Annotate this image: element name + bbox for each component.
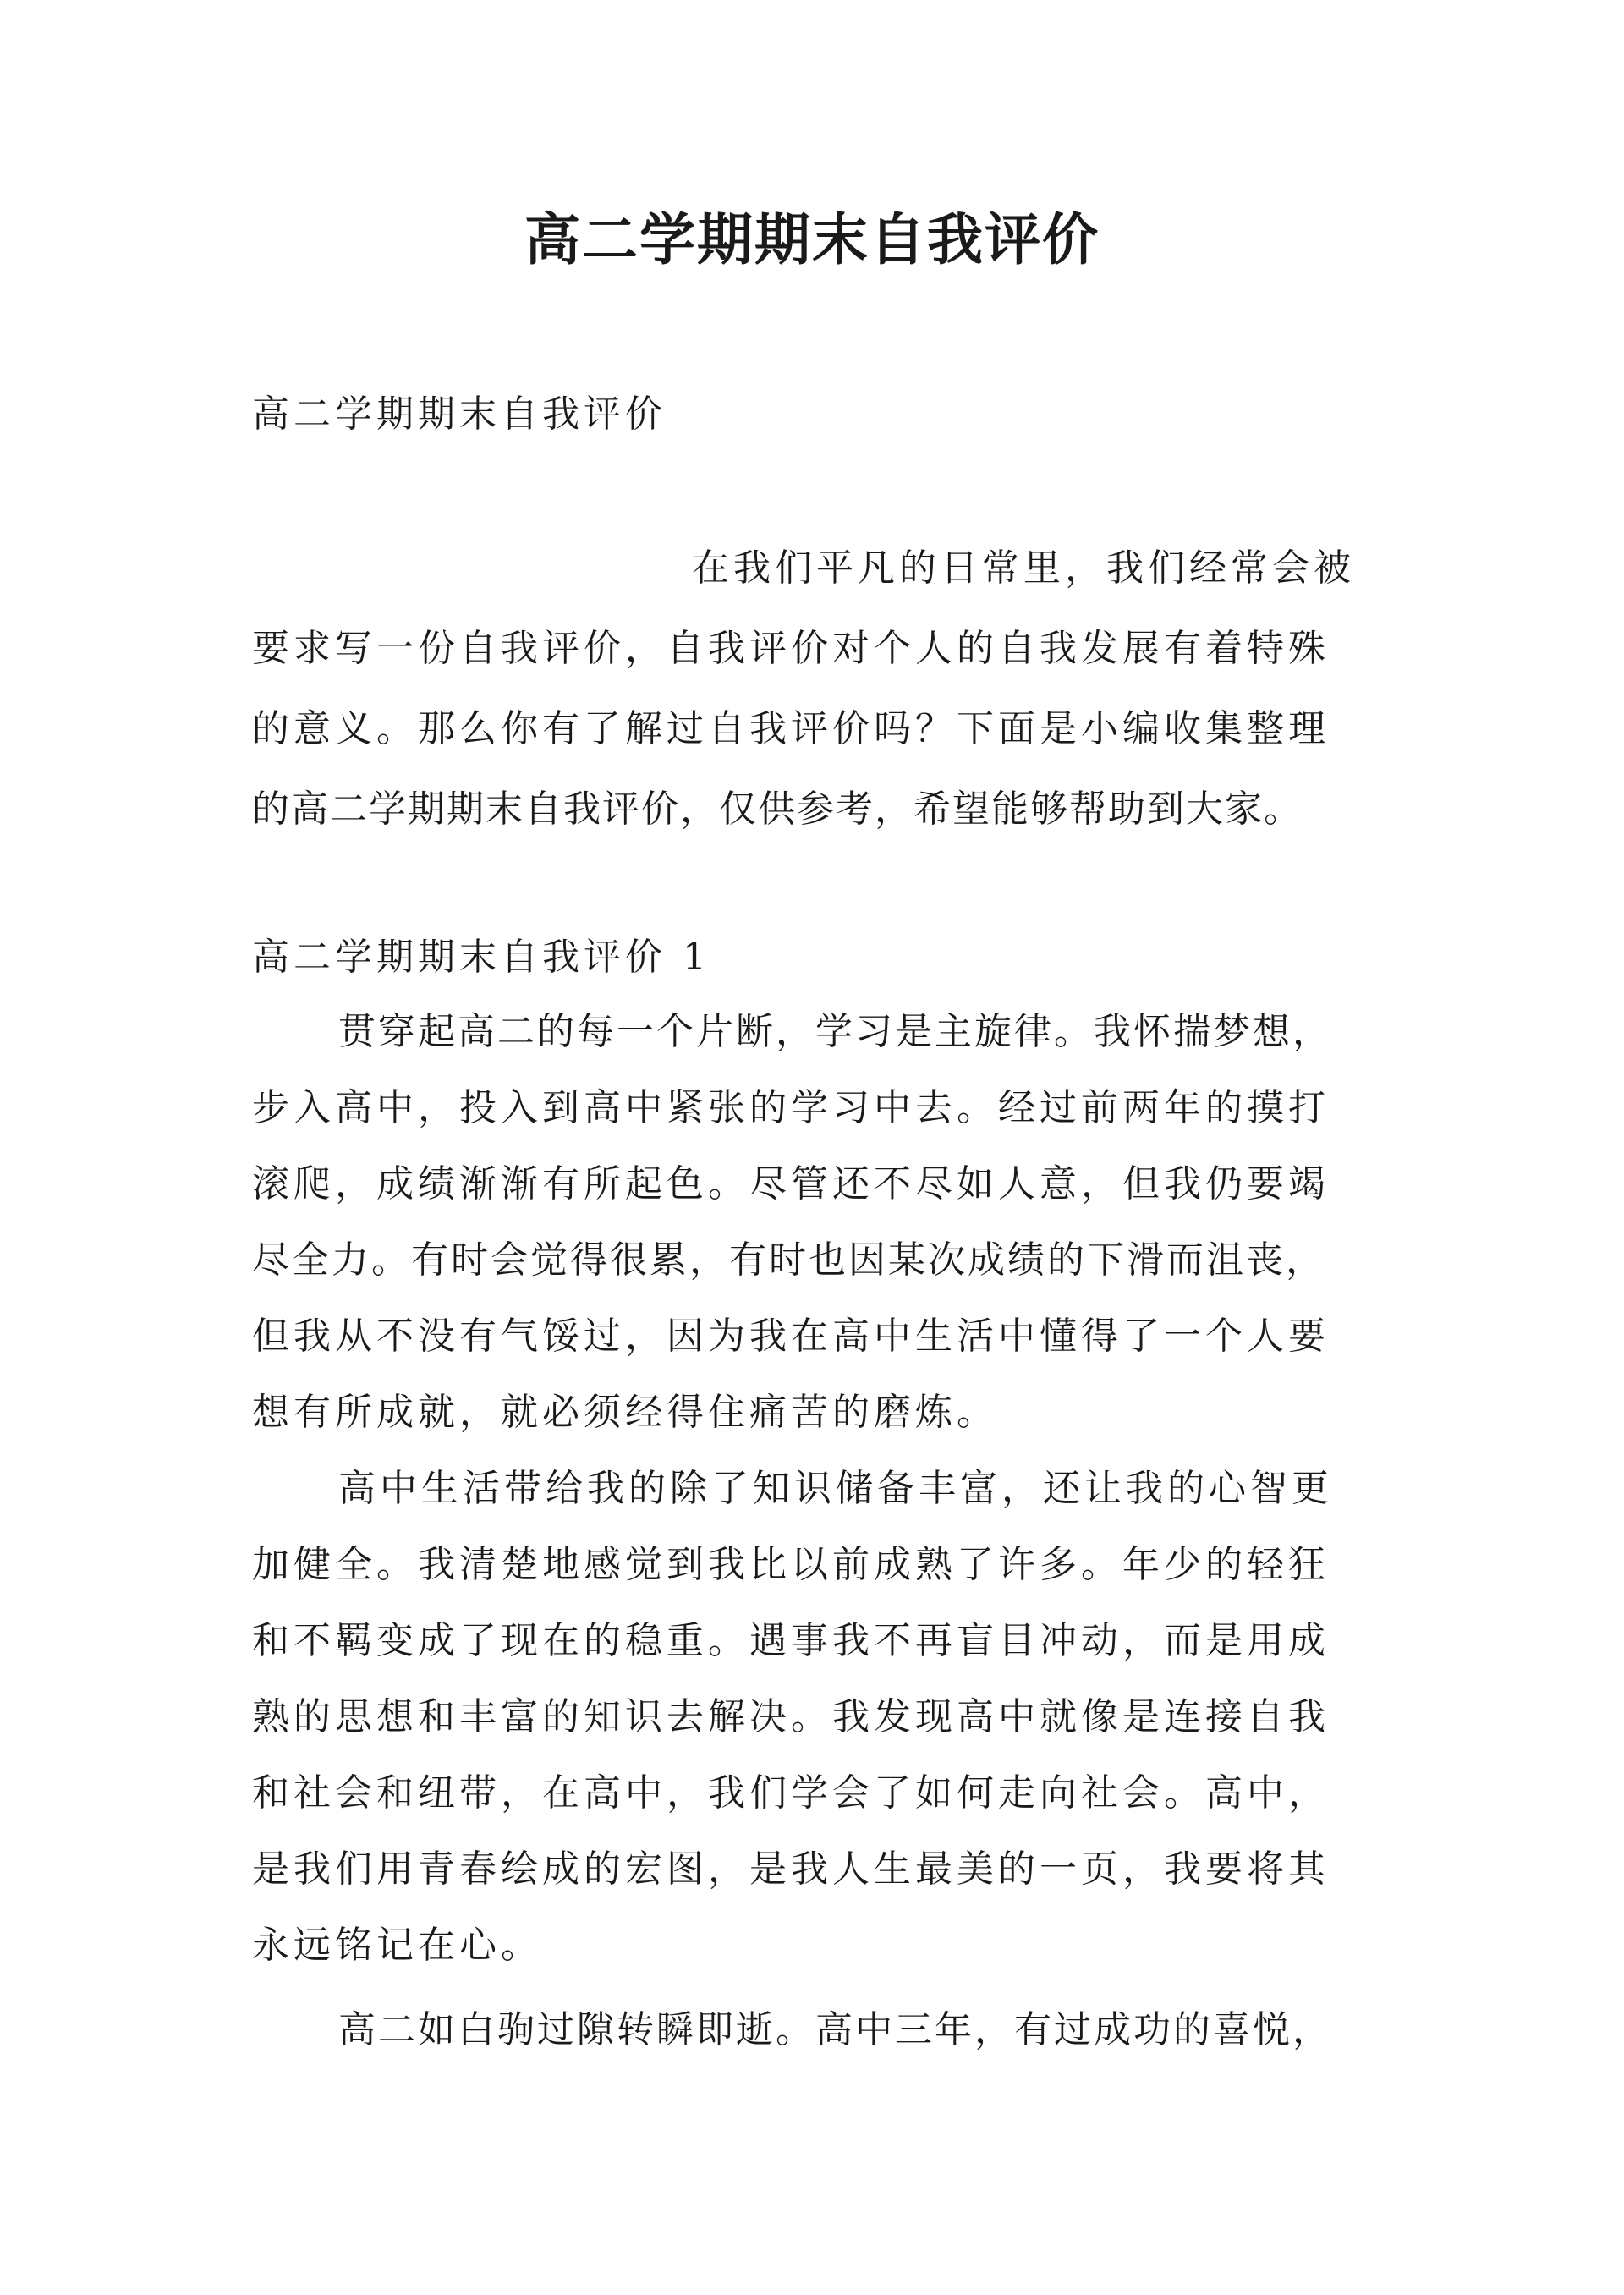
paragraph-line: 但我从不没有气馁过，因为我在高中生活中懂得了一个人要 [252,1315,1330,1358]
paragraph-line: 熟的思想和丰富的知识去解决。我发现高中就像是连接自我 [252,1695,1330,1738]
paragraph-line: 尽全力。有时会觉得很累，有时也因某次成绩的下滑而沮丧， [252,1238,1325,1282]
paragraph-line: 滚爬，成绩渐渐有所起色。尽管还不尽如人意，但我仍要竭 [252,1162,1330,1205]
document-title: 高二学期期末自我评价 [524,206,1100,272]
paragraph-line: 是我们用青春绘成的宏图，是我人生最美的一页，我要将其 [252,1848,1330,1891]
paragraph-line: 永远铭记在心。 [252,1924,542,1967]
paragraph-line: 贯穿起高二的每一个片断，学习是主旋律。我怀揣梦想， [338,1010,1332,1053]
paragraph-line: 想有所成就，就必须经得住痛苦的磨炼。 [252,1391,998,1434]
intro-line: 在我们平凡的日常里，我们经常会被 [692,546,1355,590]
paragraph-line: 高二如白驹过隙转瞬即逝。高中三年，有过成功的喜悦， [338,2008,1332,2051]
paragraph-line: 和不羁变成了现在的稳重。遇事我不再盲目冲动，而是用成 [252,1619,1330,1662]
intro-line: 要求写一份自我评价，自我评价对个人的自我发展有着特殊 [252,627,1330,670]
intro-line: 的高二学期期末自我评价，仅供参考，希望能够帮助到大家。 [252,788,1303,831]
paragraph-line: 加健全。我清楚地感觉到我比以前成熟了许多。年少的轻狂 [252,1543,1330,1586]
section-heading: 高二学期期末自我评价 1 [252,936,710,979]
document-subtitle: 高二学期期末自我评价 [252,393,667,436]
paragraph-line: 步入高中，投入到高中紧张的学习中去。经过前两年的摸打 [252,1086,1330,1129]
paragraph-line: 高中生活带给我的除了知识储备丰富，还让我的心智更 [338,1467,1333,1510]
paragraph-line: 和社会和纽带，在高中，我们学会了如何走向社会。高中， [252,1771,1330,1815]
intro-line: 的意义。那么你有了解过自我评价吗？下面是小编收集整理 [252,707,1330,750]
